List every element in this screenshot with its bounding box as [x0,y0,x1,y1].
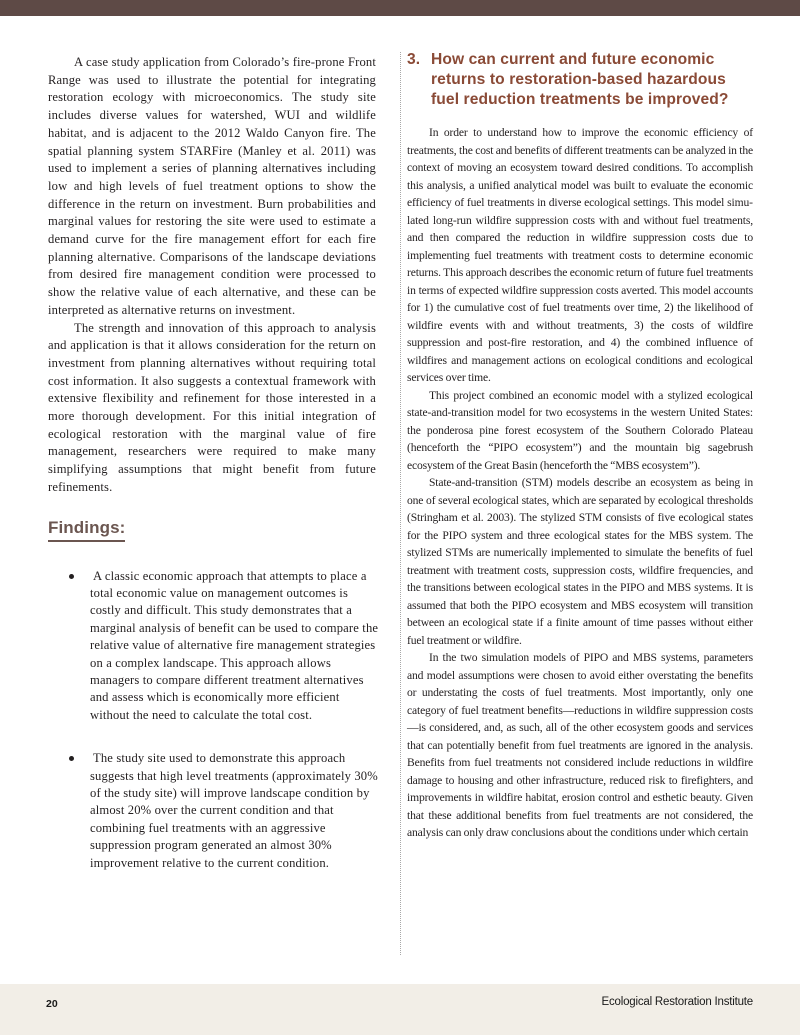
findings-item [48,750,380,872]
column-divider [400,52,401,955]
body-paragraph: In order to understand how to improve the economic efficiency of treatments, the cost and benefits of different treatments can be analyzed in the context of moving an ecosystem toward desired conditions. To accomplish this analysis, a unified analytical model was built to evaluate the economic efficiency of fuel treatments in diverse ecological settings. This model simulated long-run wildfire suppression costs with and without fuel treatments, and then compared the reduction in wildfire suppression costs due to implementing fuel treatments with treatment costs to determine economic returns. This approach describes the economic return of future fuel treatments in terms of expected wildfire suppression costs averted. This model accounts for 1) the cumulative cost of fuel treatments over time, 2) the likelihood of wildfire events with and without treatments, 3) the costs of wildfire suppression and post-fire restoration, and 4) the combined influence of wildfires and management actions on ecological conditions and ecological services over time. [407,126,753,384]
section-title [407,50,753,110]
section-number: 3. [407,51,421,68]
body-paragraph: State-and-transition (STM) models describe an ecosystem as being in one of several ecological states, which are separated by ecological thresholds (Stringham et al. 2003). The stylized STM consists of five ecological states for the PIPO system and three ecological states for the MBS system. The stylized STMs are numerically implemented to simulate the benefits of fuel treatment with treatment costs, suppression costs, wildfire frequencies, and the transitions between ecological states in the PIPO and MBS systems. It is assumed that both the PIPO ecosystem and MBS ecosystem will transition between an ecological state if a finite amount of time passes without either fuel treatment or wildfire. [407,476,753,647]
page-footer [0,984,800,1035]
left-column [48,54,379,898]
right-column [407,50,753,842]
institution-name: Ecological Restoration Institute [601,996,753,1008]
findings-item-text: A classic economic approach that attempts to place a total economic value on management outcomes is costly and difficult. This study demonstrates that a marginal analysis of benefit can be used to compare the relative value of alternative fire management strategies on a complex landscape. This approach allows managers to compare different treatment alternatives and assess which is economically more efficient without the need to calculate the total cost. [90,568,379,722]
body-paragraph: The strength and innovation of this approach to analysis and application is that it allows consideration for the return on investment from planning alternatives without requiring total cost information. It also suggests a contextual framework with extensive flexibility and refinement for those interested in a more thorough development. For this initial integration of ecological restoration with the marginal value of fire management, researchers were required to make many simplifying assumptions that might benefit from future refinements. [48,320,376,494]
body-paragraph: A case study application from Colorado’s fire-prone Front Range was used to illustrate the potential for integrating restoration ecology with microeconomics. The study site includes diverse values for watershed, WUI and wildlife habitat, and is adjacent to the 2012 Waldo Canyon fire. The spatial planning system STARFire (Manley et al. 2011) was used to implement a series of planning alternatives including low and high levels of fuel treatment options to show the difference in the return on investment. Burn probabilities and marginal values for restoring the site were used to estimate a demand curve for the fire management effort for each fire planning alternative. Comparisons of the landscape deviations from desired fire management condition were processed to show the relative value of each alternative, and these can be interpreted as alternative returns on investment. [48,55,376,317]
findings-item-text: The study site used to demonstrate this approach suggests that high level treatments (approximately 30% of the study site) will improve landscape condition by almost 20% over the current condition and that combining fuel treatments with an aggressive suppression program generated an almost 30% improvement relative to the current condition. [90,751,378,870]
findings-heading: Findings: [48,518,125,542]
header-bar [0,0,800,16]
bullet-icon [69,574,74,579]
body-paragraph: In the two simulation models of PIPO and MBS systems, parameters and model assumptions were chosen to avoid either overstating the benefits or understating the costs of fuel treatments. Most importantly, only one category of fuel treatment benefits—reductions in wildfire suppression costs—is considered, and, as such, all of the other ecosystem goods and services that can potentially benefit from fuel treatments are ignored in the analysis. Benefits from fuel treatments not considered include reductions in wildfire damage to housing and other infrastructure, reduced risk to firefighters, and improvements in wildfire habitat, erosion control and esthetic beauty. Given that these additional benefits from fuel treatments are not considered, the analysis can only draw conclusions about the conditions under which certain [407,651,753,839]
bullet-icon [69,756,74,761]
section-title-text: How can current and future economic returns to restoration-based hazardous fuel reduction treatments be improved? [431,51,729,108]
findings-item [48,568,380,725]
page-number: 20 [46,998,58,1010]
body-paragraph: This project combined an economic model with a stylized ecological state-and-transition model for two ecosystems in the western United States: the ponderosa pine forest ecosystem of the Southern Colorado Plateau (henceforth the “PIPO ecosystem”) and the mountain big sagebrush ecosystem of the Great Basin (henceforth the “MBS ecosystem”). [407,388,753,472]
findings-list [48,568,379,873]
